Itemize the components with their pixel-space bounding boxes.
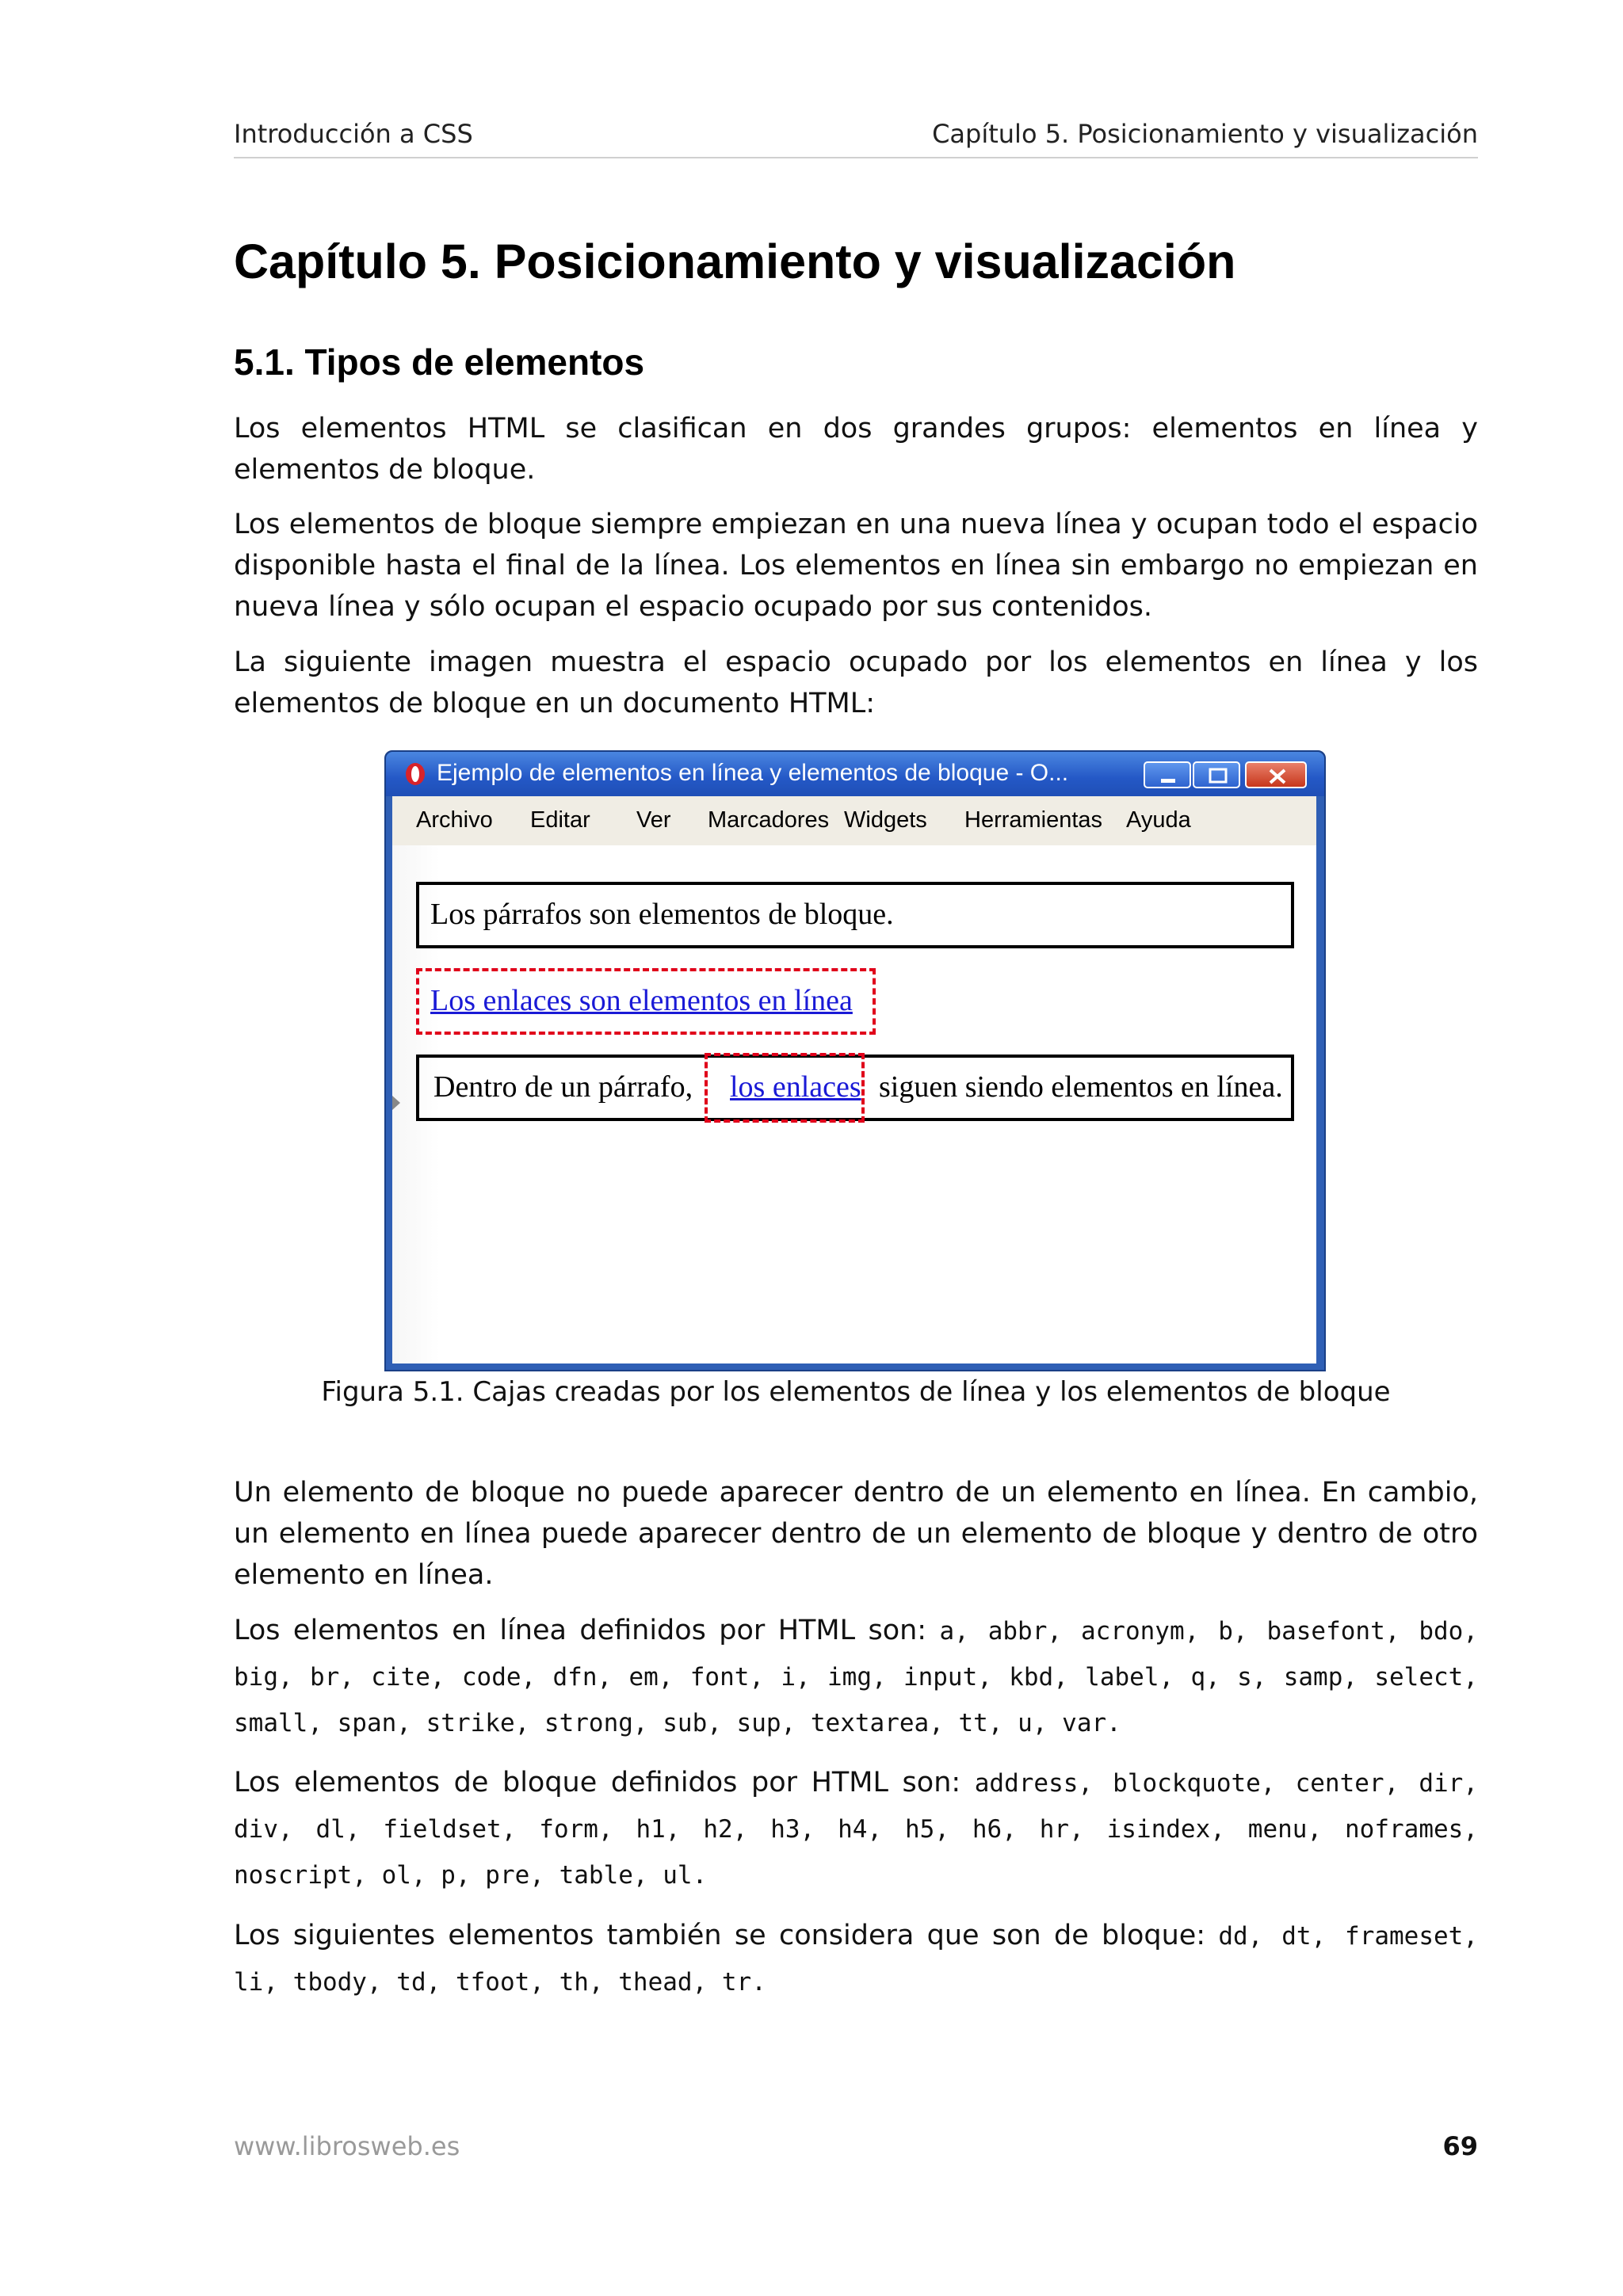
menu-item-widgets[interactable]: Widgets: [844, 807, 927, 833]
paragraph-nesting-rules: Un elemento de bloque no puede aparecer dentro de un elemento en línea. En cambio, un elemento en línea puede aparecer dentro de un elemento de bloque y dentro de otro elemento en línea.: [234, 1477, 1478, 1591]
inner-link-dashed-box: [705, 1053, 865, 1123]
panel-toggle-icon[interactable]: [392, 1096, 400, 1110]
paragraph-intro: Los elementos HTML se clasifican en dos grandes grupos: elementos en línea y elementos de bloque.: [234, 413, 1478, 486]
inline-elements-list: a, abbr, acronym, b, basefont, bdo, big, br, cite, code, dfn, em, font, i, img, input, kbd, label, q, s, samp, select, small, span, strike, strong, sub, sup, textarea, tt, u, var.: [234, 1617, 1478, 1737]
block-elements-intro: Los elementos de bloque definidos por HTML son:: [234, 1767, 975, 1798]
block-elements-list: address, blockquote, center, dir, div, dl, fieldset, form, h1, h2, h3, h4, h5, h6, hr, isindex, menu, noframes, noscript, ol, p, pre, table, ul.: [234, 1769, 1478, 1890]
close-button[interactable]: [1245, 761, 1307, 788]
figure-caption: Figura 5.1. Cajas creadas por los elementos de línea y los elementos de bloque: [321, 1376, 1391, 1408]
menu-bar: [392, 796, 1316, 845]
menu-item-archivo[interactable]: Archivo: [416, 807, 493, 833]
menu-item-marcadores[interactable]: Marcadores: [708, 807, 830, 833]
maximize-button[interactable]: [1193, 761, 1240, 788]
window-client-area: [392, 796, 1316, 1363]
mixed-inline-link[interactable]: los enlaces: [730, 1070, 861, 1104]
window-titlebar: [386, 752, 1324, 796]
menu-item-editar[interactable]: Editar: [530, 807, 590, 833]
menu-item-ver[interactable]: Ver: [636, 807, 671, 833]
page-viewport: [392, 845, 1316, 1363]
paragraph-other-block-elements: [234, 1913, 1478, 2005]
footer-url: www.librosweb.es: [234, 2131, 460, 2161]
mixed-text-before: Dentro de un párrafo,: [433, 1070, 693, 1104]
page-number: 69: [1442, 2131, 1478, 2161]
chapter-title: Capítulo 5. Posicionamiento y visualización: [234, 235, 1236, 288]
running-header: [234, 119, 1478, 158]
paragraph-block-vs-inline: Los elementos de bloque siempre empiezan en una nueva línea y ocupan todo el espacio disponible hasta el final de la línea. Los elementos en línea sin embargo no empiezan en nueva línea y sólo ocupan el espacio ocupado por sus contenidos.: [234, 509, 1478, 623]
block-paragraph-box: [416, 882, 1294, 948]
menu-item-ayuda[interactable]: Ayuda: [1126, 807, 1191, 833]
menu-item-herramientas[interactable]: Herramientas: [964, 807, 1103, 833]
browser-window-figure: [384, 750, 1326, 1371]
other-block-elements-list: dd, dt, frameset, li, tbody, td, tfoot, th, thead, tr.: [234, 1922, 1479, 1997]
maximize-icon: [1194, 763, 1242, 790]
window-title: Ejemplo de elementos en línea y elementos de bloque - O...: [437, 760, 1069, 786]
page: [234, 0, 1478, 2296]
other-block-elements-intro: Los siguientes elementos también se considera que son de bloque:: [234, 1920, 1219, 1951]
block-paragraph-text: Los párrafos son elementos de bloque.: [430, 898, 894, 931]
paragraph-block-elements: [234, 1760, 1478, 1898]
header-book-title: Introducción a CSS: [234, 119, 473, 149]
paragraph-inline-elements: [234, 1608, 1478, 1746]
close-icon: [1247, 763, 1308, 790]
minimize-button[interactable]: [1144, 761, 1191, 788]
mixed-text-after: siguen siendo elementos en línea.: [879, 1070, 1283, 1104]
inline-link-box: [416, 968, 876, 1035]
inline-elements-intro: Los elementos en línea definidos por HTML son:: [234, 1615, 940, 1646]
header-chapter-title: Capítulo 5. Posicionamiento y visualización: [932, 119, 1478, 149]
minimize-icon: [1145, 763, 1193, 790]
paragraph-figure-intro: La siguiente imagen muestra el espacio ocupado por los elementos en línea y los elementos de bloque en un documento HTML:: [234, 646, 1478, 719]
section-title: 5.1. Tipos de elementos: [234, 341, 645, 383]
inline-link[interactable]: Los enlaces son elementos en línea: [430, 984, 853, 1017]
opera-logo-icon: [405, 762, 426, 786]
